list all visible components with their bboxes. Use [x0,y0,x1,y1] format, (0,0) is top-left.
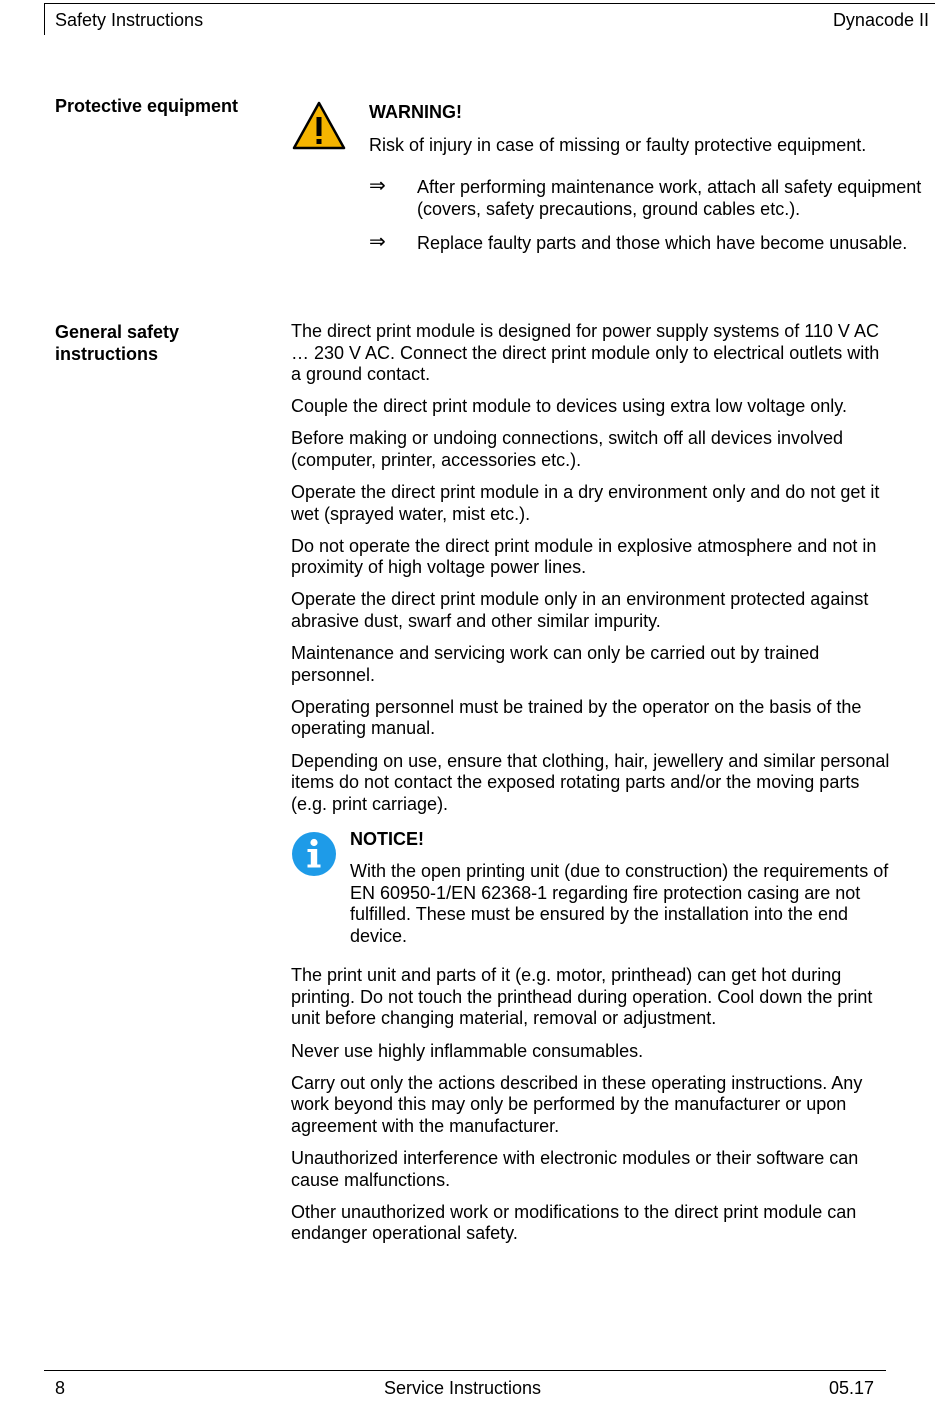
paragraph: Maintenance and servicing work can only be carried out by trained personnel. [291,643,820,685]
paragraph: Before making or undoing connections, switch off all devices involved (computer, printer, accessories etc.). [291,428,843,470]
paragraph: Depending on use, ensure that clothing, hair, jewellery and similar personal items do not contact the exposed rotating parts and/or the moving parts (e.g. print carriage). [291,750,890,814]
general-safety-content [291,321,891,1255]
notice-box [291,829,891,951]
info-icon [291,831,337,877]
protective-step-text: After performing maintenance work, attach all safety equipment (covers, safety precautions, ground cables etc.). [417,177,922,219]
paragraph: Operate the direct print module in a dry environment only and do not get it wet (sprayed water, mist etc.). [291,482,880,524]
paragraph: Do not operate the direct print module in explosive atmosphere and not in proximity of high voltage power lines. [291,535,877,578]
paragraph: Operate the direct print module only in an environment protected against abrasive dust, swarf and other similar impurity. [291,589,869,632]
warning-title: WARNING! [369,102,462,122]
protective-equipment-heading: Protective equipment [55,96,239,116]
arrow-right-icon: ⇒ [369,175,386,197]
protective-step-text: Replace faulty parts and those which have become unusable. [417,233,908,253]
arrow-right-icon: ⇒ [369,231,386,253]
paragraph: Carry out only the actions described in these operating instructions. Any work beyond this may only be performed by the manufacturer or upon agreement with the manufacturer. [291,1072,863,1136]
paragraph: The direct print module is designed for power supply systems of 110 V AC … 230 V AC. Connect the direct print module only to electrical outlets with a ground contact. [291,321,880,385]
document-version: 05.17 [829,1378,875,1398]
notice-title: NOTICE! [350,829,424,850]
paragraph: Unauthorized interference with electronic modules or their software can cause malfunctions. [291,1147,859,1190]
paragraph: Operating personnel must be trained by the operator on the basis of the operating manual. [291,696,862,739]
footer-divider [44,1370,886,1371]
paragraph: Never use highly inflammable consumables. [291,1040,644,1061]
page-number: 8 [55,1378,66,1398]
general-safety-heading: General safety instructions [55,322,180,364]
warning-triangle-icon [291,100,347,152]
header-section-title: Safety Instructions [55,10,204,30]
header-product-name: Dynacode II [832,10,929,30]
footer-title: Service Instructions [384,1378,542,1398]
paragraph: The print unit and parts of it (e.g. motor, printhead) can get hot during printing. Do not touch the printhead during operation. Cool down the print unit before changing material, removal or adjustment. [291,965,873,1029]
warning-text: Risk of injury in case of missing or faulty protective equipment. [369,135,867,155]
page-header [44,3,935,35]
paragraph: Other unauthorized work or modifications to the direct print module can endanger operational safety. [291,1201,857,1244]
paragraph: Couple the direct print module to devices using extra low voltage only. [291,396,847,417]
notice-text: With the open printing unit (due to construction) the requirements of EN 60950-1/EN 62368-1 regarding fire protection casing are not fulfilled. These must be ensured by the installation into the end device. [350,861,889,947]
